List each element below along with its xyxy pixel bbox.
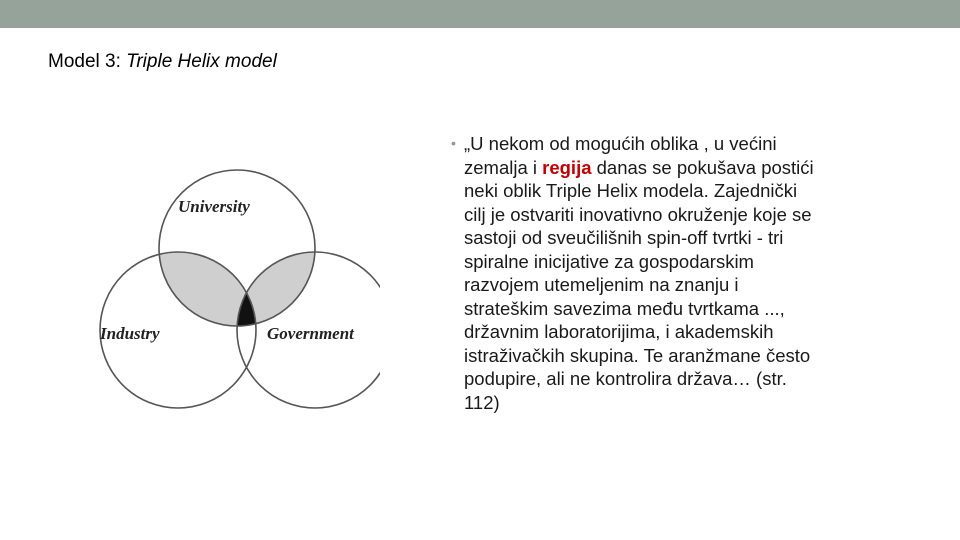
bullet-marker: • [451,135,456,151]
text-line [464,250,904,274]
text-segment: neki oblik Triple Helix modela. Zajednički [464,180,798,201]
text-segment: sastoji od sveučilišnih spin-off tvrtki - tri [464,227,784,248]
text-line [464,344,904,368]
text-segment: spiralne inicijative za gospodarskim [464,250,754,272]
text-line [464,226,904,250]
top-accent-bar [0,0,960,28]
text-line [464,156,904,180]
text-segment: podupire, ali ne kontrolira država… (str. [464,368,787,389]
text-segment: danas se pokušava postići [591,156,814,178]
text-segment: strateškim savezima među tvrtkama ..., [464,297,785,319]
text-line [464,273,904,297]
bullet-text-lines [464,132,904,414]
text-line [464,391,904,415]
text-line [464,297,904,321]
text-segment: zemalja i [464,156,543,178]
highlighted-word: regija [542,156,592,178]
title-italic: Triple Helix model [126,51,277,72]
text-line [464,179,904,203]
text-segment: istraživačkih skupina. Te aranžmane često [464,344,811,366]
text-segment: državnim laboratorijima, i akademskih [464,321,774,342]
industry-label: Industry [100,324,160,343]
text-segment: „U nekom od mogućih oblika , u većini [464,133,777,154]
text-line [464,203,904,227]
text-line [464,132,904,156]
text-line [464,367,904,391]
bullet-paragraph [451,132,904,414]
triple-helix-venn-diagram [95,158,380,413]
text-segment: cilj je ostvariti inovativno okruženje koje se [464,203,812,225]
text-segment: 112) [464,391,500,413]
title-plain: Model 3: [48,51,127,72]
government-label: Government [267,324,354,343]
text-line [464,320,904,344]
slide-title [48,51,277,73]
text-segment: razvojem utemeljenim na znanju i [464,274,739,295]
university-label: University [178,197,250,216]
